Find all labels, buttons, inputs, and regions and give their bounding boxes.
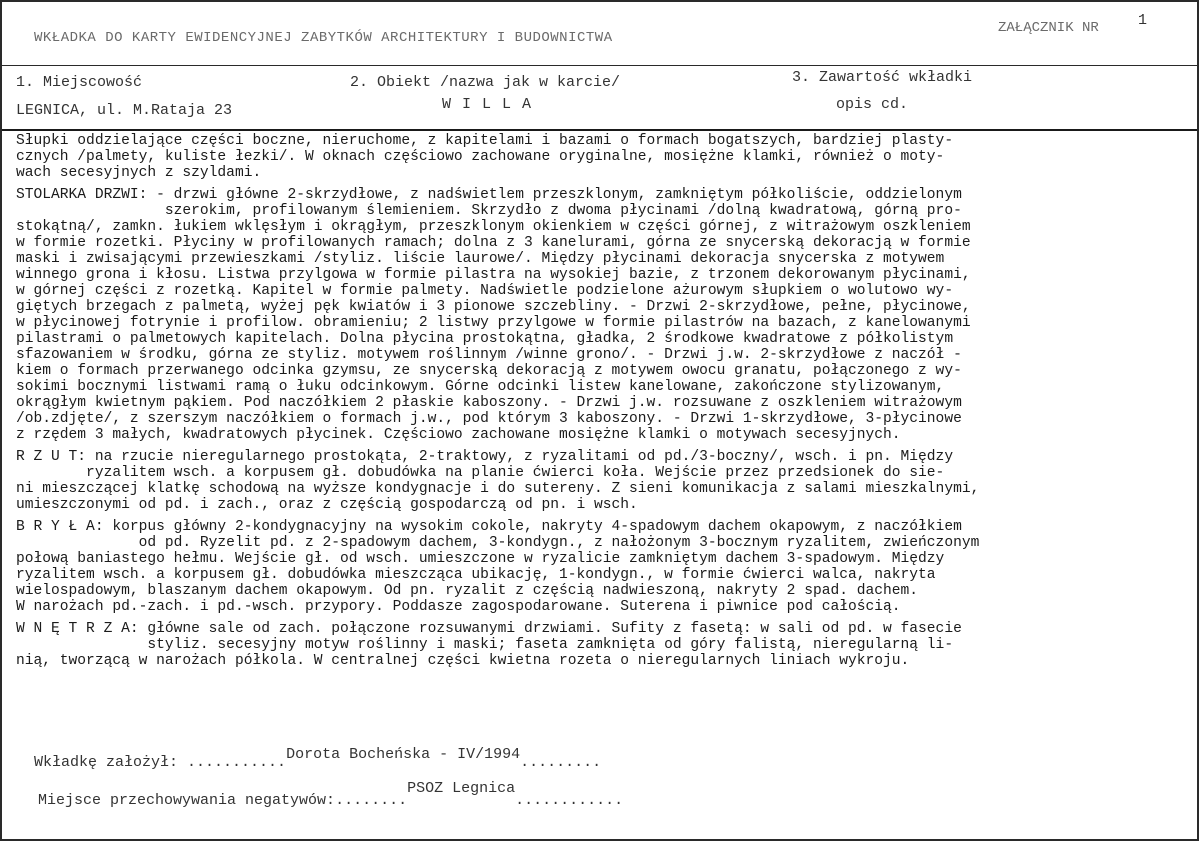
- description-line: kiem o formach przerwanego odcinka gzymsu, ze snycerską dekoracją z motywem owocu granatu, połączonego z wy-: [16, 363, 962, 379]
- description-body: [16, 133, 1188, 669]
- negatives-label: Miejsce przechowywania negatywów:: [38, 792, 336, 809]
- description-line: szerokim, profilowanym ślemieniem. Skrzydło z dwoma płycinami /dolną kwadratową, górną pro-: [16, 203, 962, 219]
- description-line: nią, tworzącą w narożach półkola. W centralnej części kwietna rozeta o nieregularnych liniach wykroju.: [16, 653, 910, 669]
- description-line: B R Y Ł A: korpus główny 2-kondygnacyjny na wysokim cokole, nakryty 4-spadowym dachem okapowym, z naczółkiem: [16, 519, 962, 535]
- description-line: wielospadowym, blaszanym dachem okapowym. Od pn. ryzalit z częścią nadwieszoną, nakryty 2 spad. dachem.: [16, 583, 919, 599]
- description-line: R Z U T: na rzucie nieregularnego prostokąta, 2-traktowy, z ryzalitami od pd./3-boczny/, wsch. i pn. Między: [16, 449, 954, 465]
- author-label: Wkładkę założył:: [34, 754, 179, 771]
- description-line: winnego grona i kłosu. Listwa przylgowa w formie pilastra na wysokiej bazie, z trzonem dekorowanym płycinami,: [16, 267, 971, 283]
- description-line: ryzalitem wsch. a korpusem gł. dobudówka mieszcząca ubikację, 1-kondygn., w formie ćwierci walca, nakryta: [16, 567, 936, 583]
- dotted-leader: .........: [520, 754, 602, 771]
- description-line: cznych /palmety, kuliste łezki/. W oknach częściowo zachowane oryginalne, mosiężne klamki, również o moty-: [16, 149, 945, 165]
- annex-label: ZAŁĄCZNIK NR: [998, 20, 1099, 36]
- annex-number: 1: [1138, 12, 1148, 29]
- dotted-leader: ........: [335, 792, 408, 809]
- location-value: LEGNICA, ul. M.Rataja 23: [16, 102, 233, 119]
- location-label: 1. Miejscowość: [16, 74, 143, 91]
- description-line: ni mieszczącej klatkę schodową na wyższe kondygnacje i do sutereny. Z sieni komunikacja z salami mieszkalnymi,: [16, 481, 980, 497]
- description-line: W narożach pd.-zach. i pd.-wsch. przypory. Poddasze zagospodarowane. Suterena i piwnice pod całością.: [16, 599, 901, 615]
- description-line: okrągłym kwietnym pąkiem. Pod naczółkiem 2 płaskie kaboszony. - Drzwi j.w. rozsuwane z oszkleniem witrażowym: [16, 395, 962, 411]
- description-line: W N Ę T R Z A: główne sale od zach. połączone rozsuwanymi drzwiami. Sufity z fasetą: w sali od pd. w fasecie: [16, 621, 962, 637]
- description-line: w górnej części z rozetką. Kapitel w formie palmety. Nadświetle podzielone ażurowym słupkiem o wolutowo wy-: [16, 283, 954, 299]
- description-line: połową baniastego hełmu. Wejście gł. od wsch. umieszczone w ryzalicie zamkniętym dachem 3-spadowym. Między: [16, 551, 945, 567]
- description-line: od pd. Ryzelit pd. z 2-spadowym dachem, 3-kondygn., z nałożonym 3-bocznym ryzalitem, zwieńczonym: [16, 535, 980, 551]
- description-line: Słupki oddzielające części boczne, nieruchome, z kapitelami i bazami o formach bogatszych, bardziej plasty-: [16, 133, 954, 149]
- description-line: ryzalitem wsch. a korpusem gł. dobudówka na planie ćwierci koła. Wejście przez przedsionek do sie-: [16, 465, 945, 481]
- description-line: STOLARKA DRZWI: - drzwi główne 2-skrzydłowe, z nadświetlem przeszklonym, zamkniętym półkoliście, oddzielonym: [16, 187, 962, 203]
- author-value: Dorota Bocheńska - IV/1994: [286, 746, 521, 763]
- form-title: WKŁADKA DO KARTY EWIDENCYJNEJ ZABYTKÓW ARCHITEKTURY I BUDOWNICTWA: [34, 30, 613, 46]
- negatives-value: PSOZ Legnica: [407, 780, 516, 797]
- description-line: w płycinowej fotrynie i profilow. obramieniu; 2 listwy przylgowe w formie pilastrów na bazach, z kanelowanymi: [16, 315, 971, 331]
- description-line: umieszczonymi od pd. i zach., oraz z częścią gospodarczą od pn. i wsch.: [16, 497, 638, 513]
- description-line: maski i zwisającymi przewieszkami /styliz. liście laurowe/. Między płycinami dekoracja snycerska z motywem: [16, 251, 945, 267]
- description-line: giętych brzegach z palmetą, wyżej pęk kwiatów i 3 pionowe szczebliny. - Drzwi 2-skrzydłowe, pełne, płycinowe,: [16, 299, 971, 315]
- content-value: opis cd.: [836, 96, 909, 113]
- description-line: sfazowaniem w środku, górna ze styliz. motywem roślinnym /winne grono/. - Drzwi j.w. 2-skrzydłowe z naczół -: [16, 347, 962, 363]
- dotted-leader: ...........: [187, 754, 287, 771]
- divider-top: [2, 65, 1197, 66]
- description-line: z rzędem 3 małych, kwadratowych płycinek. Częściowo zachowane mosiężne klamki o motywach secesyjnych.: [16, 427, 901, 443]
- description-line: sokimi bocznymi listwami ramą o łuku odcinkowym. Górne odcinki listew kanelowane, zakończone stylizowanym,: [16, 379, 945, 395]
- description-line: pilastrami o palmetowych kapitelach. Dolna płycina prostokątna, gładka, 2 środkowe kwadratowe z półkolistym: [16, 331, 954, 347]
- description-line: wach secesyjnych z szyldami.: [16, 165, 262, 181]
- description-line: /ob.zdjęte/, z szerszym naczółkiem o formach j.w., pod którym 3 kaboszony. - Drzwi 1-skrzydłowe, 3-płycinowe: [16, 411, 962, 427]
- description-line: stokątną/, zamkn. łukiem wklęsłym i okrągłym, przeszklonym okienkiem w części górnej, z witrażowym oszkleniem: [16, 219, 971, 235]
- object-value: W I L L A: [442, 96, 533, 113]
- negatives-row: [38, 780, 624, 809]
- dotted-leader: ............: [515, 792, 624, 809]
- author-row: [34, 746, 602, 771]
- description-line: w formie rozetki. Płyciny w profilowanych ramach; dolna z 3 kanelurami, górna ze snycerską dekoracją w formie: [16, 235, 971, 251]
- divider-main: [2, 129, 1197, 131]
- object-label: 2. Obiekt /nazwa jak w karcie/: [350, 74, 621, 91]
- content-label: 3. Zawartość wkładki: [792, 69, 973, 86]
- description-line: styliz. secesyjny motyw roślinny i maski; faseta zamknięta od góry falistą, nieregularną li-: [16, 637, 954, 653]
